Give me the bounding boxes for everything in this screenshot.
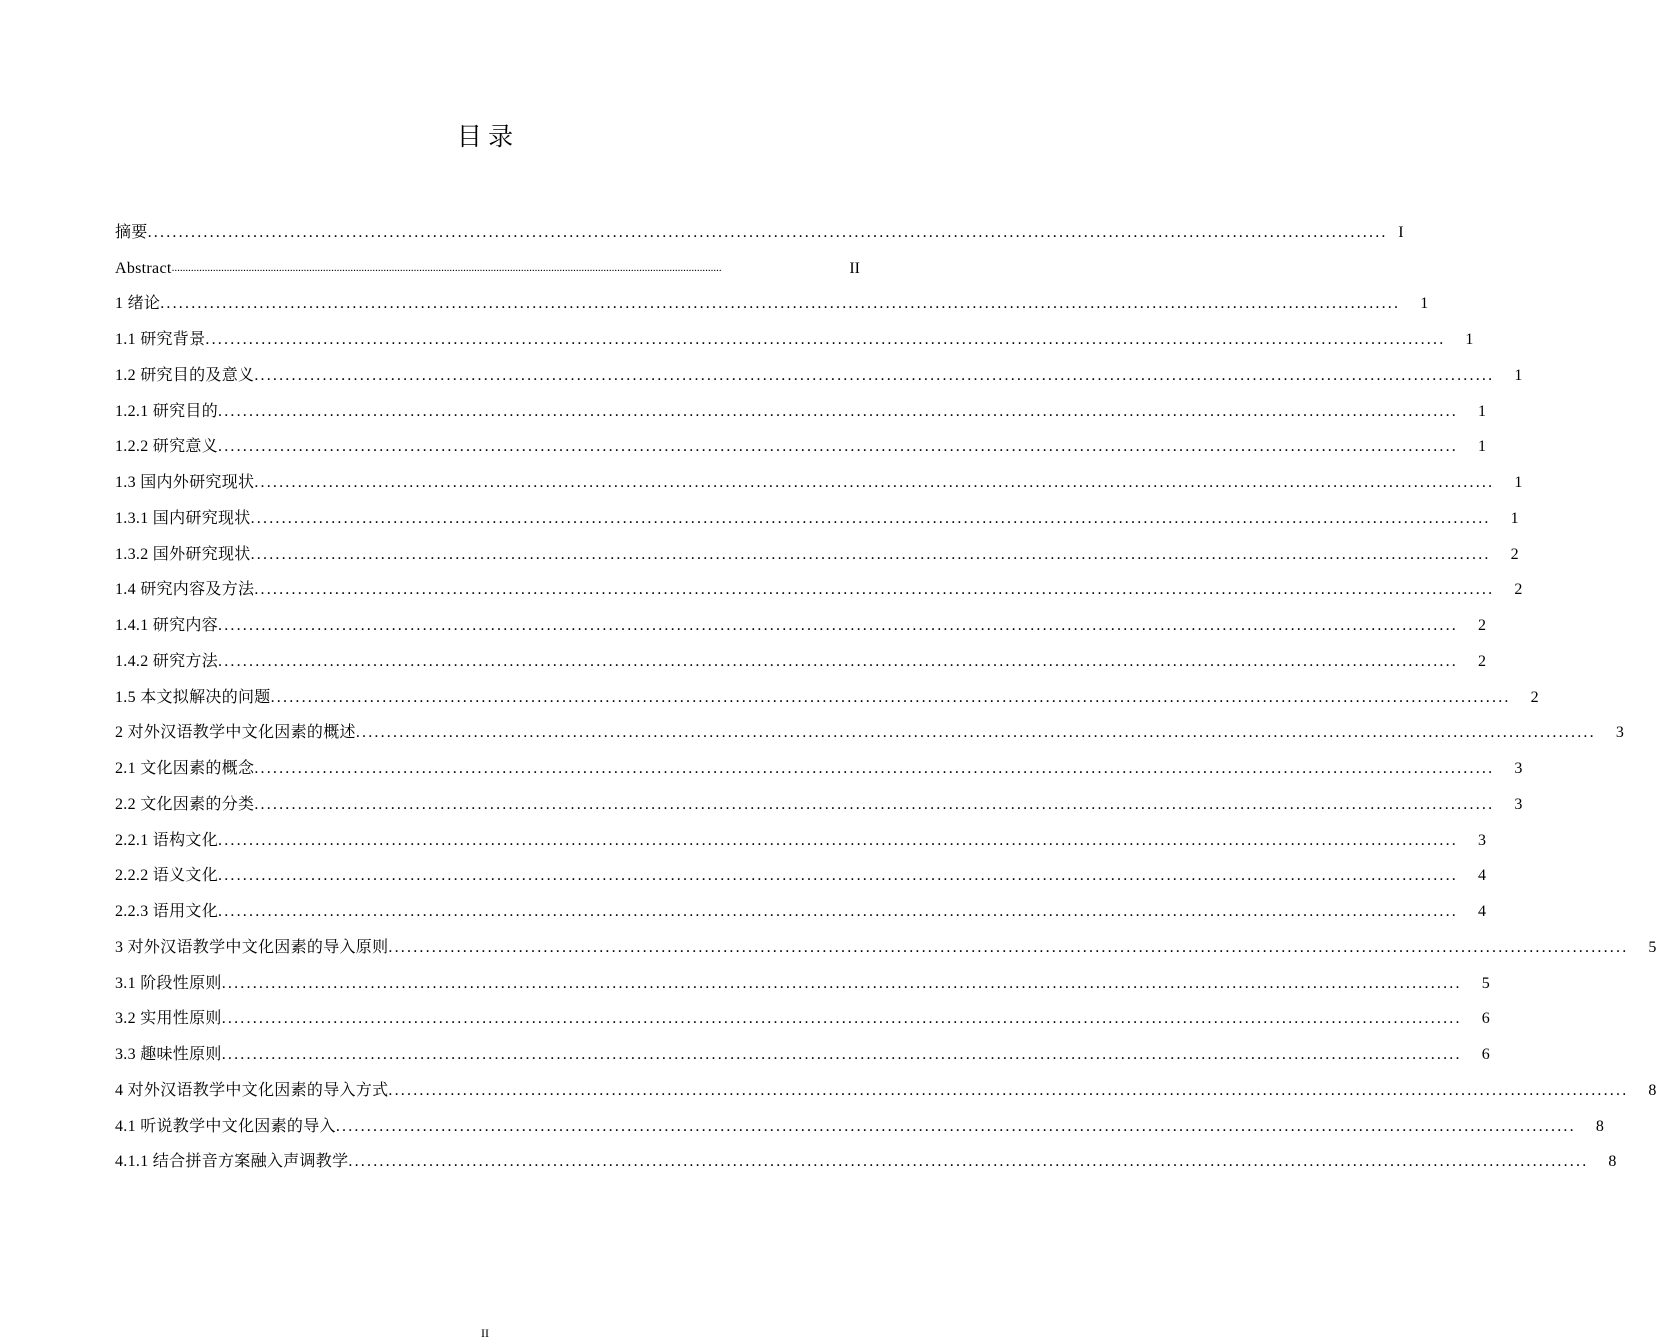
toc-entry-label: 1.3.2 国外研究现状 bbox=[115, 545, 251, 563]
toc-entry[interactable] bbox=[115, 1137, 1617, 1173]
toc-entry-label: 3.2 实用性原则 bbox=[115, 1010, 222, 1028]
toc-entry[interactable] bbox=[115, 529, 1519, 565]
toc-entry-page: 8 bbox=[1608, 1153, 1617, 1171]
toc-dot-leader: ........................................................................................................................................................................................................ bbox=[147, 223, 1388, 241]
toc-entry-label: 1 绪论 bbox=[115, 295, 161, 313]
toc-entry-page: 2 bbox=[1514, 581, 1523, 599]
toc-entry-page: 6 bbox=[1481, 1010, 1490, 1028]
toc-dot-leader: ........................................................................................................................................................................................................ bbox=[221, 1046, 1462, 1063]
toc-entry-label: 3.3 趣味性原则 bbox=[115, 1046, 222, 1063]
toc-dot-leader: ........................................................................................................................................................................................................ bbox=[270, 688, 1511, 706]
toc-entry[interactable] bbox=[115, 743, 1523, 779]
toc-dot-leader: ........................................................................................................................................................................................................ bbox=[355, 724, 1596, 742]
toc-entry-page: 8 bbox=[1648, 1081, 1656, 1099]
toc-entry[interactable] bbox=[115, 493, 1519, 529]
toc-entry-page: 6 bbox=[1481, 1046, 1490, 1063]
toc-entry-page: 3 bbox=[1478, 831, 1486, 849]
toc-dot-leader: ........................................................................................................................................................................................................ bbox=[218, 867, 1458, 885]
toc-dot-leader: ........................................................................................................................................................................................................ bbox=[171, 261, 722, 274]
toc-entry-label: Abstract bbox=[115, 259, 172, 277]
toc-dot-leader: ........................................................................................................................................................................................................ bbox=[348, 1153, 1589, 1171]
toc-entry[interactable] bbox=[115, 314, 1474, 350]
toc-entry-label: 2.1 文化因素的概念 bbox=[115, 760, 255, 777]
toc-entry-label: 2.2.1 语构文化 bbox=[115, 831, 218, 849]
toc-entry[interactable] bbox=[115, 708, 1624, 744]
toc-entry-page: 2 bbox=[1478, 617, 1486, 634]
toc-entry-page: 3 bbox=[1615, 724, 1624, 742]
table-of-contents bbox=[115, 207, 1656, 1172]
toc-dot-leader: ........................................................................................................................................................................................................ bbox=[388, 938, 1629, 956]
toc-entry-page: 4 bbox=[1478, 867, 1486, 885]
toc-entry-page: 1 bbox=[1420, 295, 1429, 313]
toc-entry-page: 1 bbox=[1478, 438, 1486, 456]
toc-entry[interactable] bbox=[115, 636, 1486, 672]
toc-entry-label: 4 对外汉语教学中文化因素的导入方式 bbox=[115, 1081, 389, 1099]
toc-entry[interactable] bbox=[115, 1101, 1604, 1137]
toc-entry-label: 1.1 研究背景 bbox=[115, 331, 206, 348]
toc-entry[interactable] bbox=[115, 815, 1486, 851]
toc-entry-page: 3 bbox=[1514, 795, 1523, 813]
toc-entry[interactable] bbox=[115, 422, 1486, 458]
toc-dot-leader: ........................................................................................................................................................................................................ bbox=[250, 509, 1491, 527]
toc-dot-leader: ........................................................................................................................................................................................................ bbox=[254, 581, 1495, 599]
toc-entry-label: 2.2 文化因素的分类 bbox=[115, 795, 255, 813]
toc-entry-label: 2 对外汉语教学中文化因素的概述 bbox=[115, 724, 356, 742]
toc-entry[interactable] bbox=[115, 600, 1486, 636]
toc-entry-page: 8 bbox=[1595, 1117, 1604, 1135]
toc-entry-label: 1.2.2 研究意义 bbox=[115, 438, 218, 456]
toc-entry-label: 摘要 bbox=[115, 223, 148, 241]
toc-entry-label: 1.4.2 研究方法 bbox=[115, 652, 218, 670]
toc-entry-label: 1.4 研究内容及方法 bbox=[115, 581, 255, 599]
toc-entry[interactable] bbox=[115, 994, 1490, 1030]
toc-entry-page: 2 bbox=[1478, 652, 1486, 670]
toc-dot-leader: ........................................................................................................................................................................................................ bbox=[250, 545, 1491, 563]
toc-dot-leader: ........................................................................................................................................................................................................ bbox=[160, 295, 1401, 313]
toc-entry-label: 2.2.3 语用文化 bbox=[115, 903, 218, 920]
toc-entry-label: 1.5 本文拟解决的问题 bbox=[115, 688, 271, 706]
toc-entry[interactable] bbox=[115, 1065, 1656, 1101]
toc-entry-page: 2 bbox=[1530, 688, 1539, 706]
toc-entry-page: 5 bbox=[1481, 974, 1490, 992]
toc-entry[interactable] bbox=[115, 457, 1523, 493]
toc-dot-leader: ........................................................................................................................................................................................................ bbox=[254, 474, 1495, 491]
toc-entry-label: 4.1.1 结合拼音方案融入声调教学 bbox=[115, 1153, 349, 1171]
toc-entry-label: 1.3 国内外研究现状 bbox=[115, 474, 255, 491]
toc-entry-page: 2 bbox=[1510, 545, 1519, 563]
toc-dot-leader: ........................................................................................................................................................................................................ bbox=[218, 903, 1458, 920]
toc-dot-leader: ........................................................................................................................................................................................................ bbox=[254, 760, 1495, 777]
toc-entry-label: 4.1 听说教学中文化因素的导入 bbox=[115, 1117, 336, 1135]
toc-entry-page: 1 bbox=[1514, 474, 1523, 491]
toc-entry[interactable] bbox=[115, 350, 1523, 386]
toc-entry[interactable] bbox=[115, 922, 1656, 958]
toc-dot-leader: ........................................................................................................................................................................................................ bbox=[221, 1010, 1462, 1028]
toc-entry-page: 3 bbox=[1514, 760, 1523, 777]
toc-dot-leader: ........................................................................................................................................................................................................ bbox=[221, 974, 1462, 992]
toc-entry-label: 3 对外汉语教学中文化因素的导入原则 bbox=[115, 938, 389, 956]
toc-entry[interactable] bbox=[115, 386, 1486, 422]
toc-entry[interactable] bbox=[115, 779, 1523, 815]
toc-entry[interactable] bbox=[115, 565, 1523, 601]
toc-entry[interactable] bbox=[115, 958, 1490, 994]
toc-entry-abstract-en[interactable] bbox=[115, 243, 860, 279]
page-title: 目 录 bbox=[456, 124, 514, 151]
toc-entry[interactable] bbox=[115, 672, 1539, 708]
toc-entry-label: 1.4.1 研究内容 bbox=[115, 617, 218, 634]
toc-entry-page: 1 bbox=[1478, 402, 1486, 420]
toc-entry-page: I bbox=[1398, 223, 1404, 241]
toc-entry[interactable] bbox=[115, 886, 1486, 922]
toc-dot-leader: ........................................................................................................................................................................................................ bbox=[254, 795, 1495, 813]
toc-entry[interactable] bbox=[115, 279, 1429, 315]
toc-entry-label: 3.1 阶段性原则 bbox=[115, 974, 222, 992]
page-number-footer: II bbox=[481, 1326, 489, 1340]
toc-dot-leader: ........................................................................................................................................................................................................ bbox=[218, 402, 1458, 420]
toc-dot-leader: ........................................................................................................................................................................................................ bbox=[388, 1081, 1629, 1099]
toc-entry[interactable] bbox=[115, 851, 1486, 887]
toc-entry[interactable] bbox=[115, 1029, 1490, 1065]
toc-dot-leader: ........................................................................................................................................................................................................ bbox=[218, 617, 1458, 634]
toc-entry-page: 1 bbox=[1465, 331, 1474, 348]
toc-dot-leader: ........................................................................................................................................................................................................ bbox=[335, 1117, 1576, 1135]
toc-dot-leader: ........................................................................................................................................................................................................ bbox=[254, 366, 1495, 384]
toc-dot-leader: ........................................................................................................................................................................................................ bbox=[218, 831, 1458, 849]
toc-entry-page: 1 bbox=[1514, 366, 1523, 384]
toc-entry-label: 1.2.1 研究目的 bbox=[115, 402, 218, 420]
toc-entry-page: 5 bbox=[1648, 938, 1656, 956]
toc-dot-leader: ........................................................................................................................................................................................................ bbox=[205, 331, 1446, 348]
toc-entry-label: 1.2 研究目的及意义 bbox=[115, 366, 255, 384]
toc-dot-leader: ........................................................................................................................................................................................................ bbox=[218, 652, 1458, 670]
toc-entry-page: 4 bbox=[1478, 903, 1486, 920]
toc-entry-abstract-cn[interactable] bbox=[115, 207, 1404, 243]
toc-entry-page: 1 bbox=[1510, 509, 1519, 527]
toc-entry-label: 1.3.1 国内研究现状 bbox=[115, 509, 251, 527]
toc-entry-page: II bbox=[849, 259, 860, 277]
toc-dot-leader: ........................................................................................................................................................................................................ bbox=[218, 438, 1458, 456]
toc-entry-label: 2.2.2 语义文化 bbox=[115, 867, 218, 885]
